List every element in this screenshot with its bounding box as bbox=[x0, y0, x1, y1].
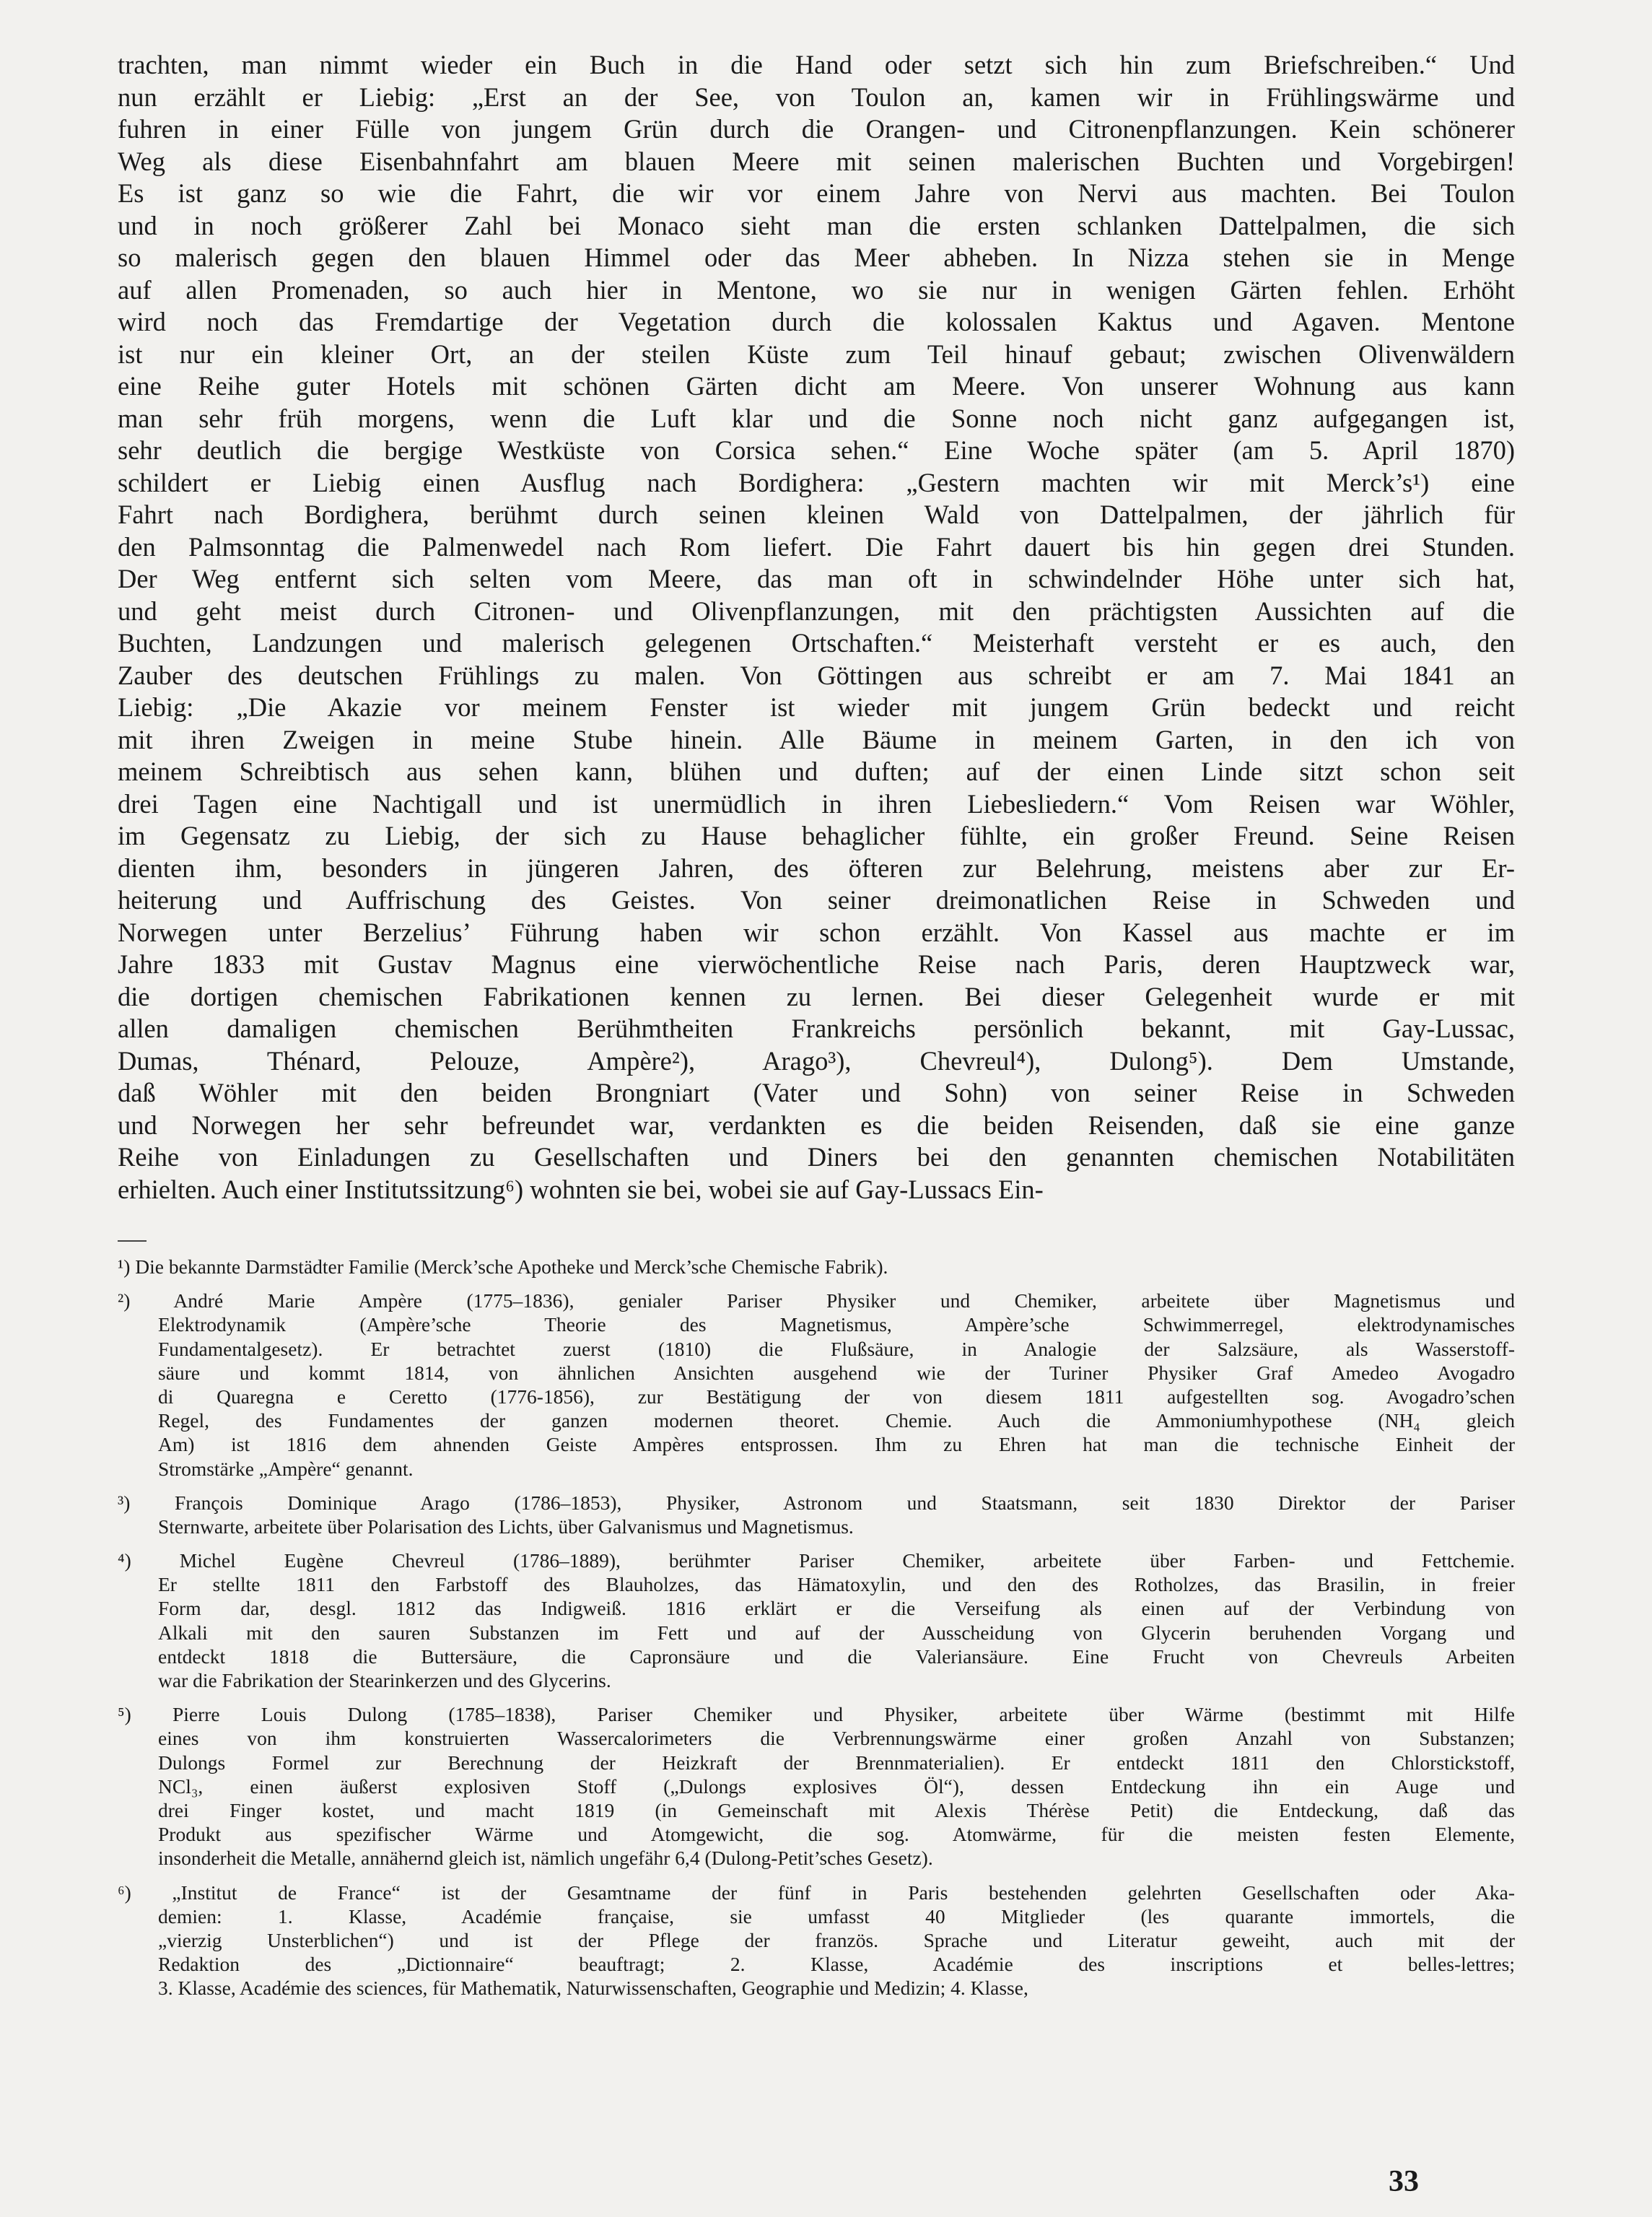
footnote-4 bbox=[118, 1549, 1515, 1692]
text-line: und geht meist durch Citronen- und Olivenpflanzungen, mit den prächtigsten Aussichten auf die bbox=[118, 596, 1515, 626]
text-line: erhielten. Auch einer Institutssitzung⁶) wohnten sie bei, wobei sie auf Gay-Lussacs Ein- bbox=[118, 1174, 1044, 1204]
footnote-6 bbox=[118, 1881, 1515, 2000]
text-line: Dumas, Thénard, Pelouze, Ampère²), Arago³), Chevreul⁴), Dulong⁵). Dem Umstande, bbox=[118, 1045, 1515, 1076]
footnote-line: Am) ist 1816 dem ahnenden Geiste Ampères entsprossen. Ihm zu Ehren hat man die technische Einheit der bbox=[158, 1433, 1515, 1456]
main-text-block bbox=[118, 49, 1515, 1206]
text-line: Buchten, Landzungen und malerisch gelegenen Ortschaften.“ Meisterhaft versteht er es auch, den bbox=[118, 628, 1515, 658]
footnote-line: säure und kommt 1814, von ähnlichen Ansichten ausgehend wie der Turiner Physiker Graf Amedeo Avogadro bbox=[158, 1361, 1515, 1384]
text-line: Norwegen unter Berzelius’ Führung haben wir schon erzählt. Von Kassel aus machte er im bbox=[118, 917, 1515, 947]
text-line: Jahre 1833 mit Gustav Magnus eine vierwöchentliche Reise nach Paris, deren Hauptzweck war, bbox=[118, 949, 1515, 979]
text-line: nun erzählt er Liebig: „Erst an der See, von Toulon an, kamen wir in Frühlingswärme und bbox=[118, 82, 1515, 112]
footnote-line: Form dar, desgl. 1812 das Indigweiß. 1816 erklärt er die Verseifung als einen auf der Verbindung von bbox=[158, 1597, 1515, 1620]
text-line: und in noch größerer Zahl bei Monaco sieht man die ersten schlanken Dattelpalmen, die sich bbox=[118, 210, 1515, 240]
footnote-3 bbox=[118, 1491, 1515, 1538]
footnote-line: „vierzig Unsterblichen“) und ist der Pflege der französ. Sprache und Literatur geweiht, auch mit der bbox=[158, 1928, 1515, 1951]
text-line: daß Wöhler mit den beiden Brongniart (Vater und Sohn) von seiner Reise in Schweden bbox=[118, 1078, 1515, 1107]
text-line: Fahrt nach Bordighera, berühmt durch seinen kleinen Wald von Dattelpalmen, der jährlich für bbox=[118, 500, 1515, 529]
text-line: schildert er Liebig einen Ausflug nach Bordighera: „Gestern machten wir mit Merck’s¹) eine bbox=[118, 467, 1515, 497]
footnote-line: NCl₃, einen äußerst explosiven Stoff („Dulongs explosives Öl“), dessen Entdeckung ihn ein Auge und bbox=[158, 1774, 1515, 1798]
page-number: 33 bbox=[1389, 2165, 1419, 2198]
text-line: Der Weg entfernt sich selten vom Meere, das man oft in schwindelnder Höhe unter sich hat, bbox=[118, 564, 1515, 593]
text-line: den Palmsonntag die Palmenwedel nach Rom liefert. Die Fahrt dauert bis hin gegen drei Stunden. bbox=[118, 531, 1515, 562]
footnote-line: Regel, des Fundamentes der ganzen modernen theoret. Chemie. Auch die Ammoniumhypothese (NH₄ gleich bbox=[158, 1409, 1515, 1432]
footnote-line: entdeckt 1818 die Buttersäure, die Capronsäure und die Valeriansäure. Eine Frucht von Chevreuls Arbeiten bbox=[158, 1645, 1515, 1668]
text-line: die dortigen chemischen Fabrikationen kennen zu lernen. Bei dieser Gelegenheit wurde er mit bbox=[118, 981, 1515, 1011]
footnote-line: ²) André Marie Ampère (1775–1836), genialer Pariser Physiker und Chemiker, arbeitete über Magnetismus und bbox=[118, 1289, 1515, 1312]
text-line: allen damaligen chemischen Berühmtheiten Frankreichs persönlich bekannt, mit Gay-Lussac, bbox=[118, 1014, 1515, 1043]
text-line: fuhren in einer Fülle von jungem Grün durch die Orangen- und Citronenpflanzungen. Kein schönerer bbox=[118, 114, 1515, 144]
footnote-1 bbox=[118, 1255, 1515, 1279]
footnote-line: ¹) Die bekannte Darmstädter Familie (Merck’sche Apotheke und Merck’sche Chemische Fabrik). bbox=[118, 1255, 888, 1278]
footnote-line: Fundamentalgesetz). Er betrachtet zuerst (1810) die Flußsäure, in Analogie der Salzsäure, als Wasserstoff- bbox=[158, 1337, 1515, 1360]
footnote-line: 3. Klasse, Académie des sciences, für Mathematik, Naturwissenschaften, Geographie und Medizin; 4. Klasse, bbox=[158, 1977, 1028, 2000]
footnote-line: Dulongs Formel zur Berechnung der Heizkraft der Brennmaterialien). Er entdeckt 1811 den Chlorstickstoff, bbox=[158, 1751, 1515, 1774]
footnote-line: demien: 1. Klasse, Académie française, sie umfasst 40 Mitglieder (les quarante immortels, die bbox=[158, 1904, 1515, 1928]
text-line: trachten, man nimmt wieder ein Buch in die Hand oder setzt sich hin zum Briefschreiben.“ Und bbox=[118, 50, 1515, 79]
text-line: meinem Schreibtisch aus sehen kann, blühen und duften; auf der einen Linde sitzt schon seit bbox=[118, 757, 1515, 786]
text-line: wird noch das Fremdartige der Vegetation durch die kolossalen Kaktus und Agaven. Mentone bbox=[118, 307, 1515, 336]
text-line: ist nur ein kleiner Ort, an der steilen Küste zum Teil hinauf gebaut; zwischen Olivenwäldern bbox=[118, 339, 1515, 369]
footnote-line: ⁶) „Institut de France“ ist der Gesamtname der fünf in Paris bestehenden gelehrten Gesellschaften oder Aka- bbox=[118, 1881, 1515, 1904]
footnote-line: Redaktion des „Dictionnaire“ beauftragt; 2. Klasse, Académie des inscriptions et belles-lettres; bbox=[158, 1953, 1515, 1976]
footnote-line: drei Finger kostet, und macht 1819 (in Gemeinschaft mit Alexis Thérèse Petit) die Entdeckung, daß das bbox=[158, 1798, 1515, 1821]
text-line: auf allen Promenaden, so auch hier in Mentone, wo sie nur in wenigen Gärten fehlen. Erhöht bbox=[118, 274, 1515, 305]
text-line: und Norwegen her sehr befreundet war, verdankten es die beiden Reisenden, daß sie eine ganze bbox=[118, 1110, 1515, 1140]
footnote-line: Elektrodynamik (Ampère’sche Theorie des Magnetismus, Ampère’sche Schwimmerregel, elektrodynamisches bbox=[158, 1313, 1515, 1336]
footnotes-block bbox=[118, 1255, 1515, 2010]
footnote-line: war die Fabrikation der Stearinkerzen und des Glycerins. bbox=[158, 1669, 611, 1691]
footnote-line: eines von ihm konstruierten Wassercalorimeters die Verbrennungswärme einer großen Anzahl von Substanzen; bbox=[158, 1727, 1515, 1750]
text-line: Es ist ganz so wie die Fahrt, die wir vor einem Jahre von Nervi aus machten. Bei Toulon bbox=[118, 178, 1515, 208]
text-line: Reihe von Einladungen zu Gesellschaften und Diners bei den genannten chemischen Notabilitäten bbox=[118, 1142, 1515, 1172]
text-line: im Gegensatz zu Liebig, der sich zu Hause behaglicher fühlte, ein großer Freund. Seine Reisen bbox=[118, 821, 1515, 850]
text-line: heiterung und Auffrischung des Geistes. Von seiner dreimonatlichen Reise in Schweden und bbox=[118, 885, 1515, 915]
footnote-line: ⁵) Pierre Louis Dulong (1785–1838), Pariser Chemiker und Physiker, arbeitete über Wärme (bestimmt mit Hilfe bbox=[118, 1703, 1515, 1726]
text-line: man sehr früh morgens, wenn die Luft klar und die Sonne noch nicht ganz aufgegangen ist, bbox=[118, 403, 1515, 433]
footnote-line: Produkt aus spezifischer Wärme und Atomgewicht, die sog. Atomwärme, für die meisten festen Elemente, bbox=[158, 1823, 1515, 1846]
footnote-line: insonderheit die Metalle, annähernd gleich ist, nämlich ungefähr 6,4 (Dulong-Petit’sches Gesetz). bbox=[158, 1847, 933, 1870]
footnote-line: Er stellte 1811 den Farbstoff des Blauholzes, das Hämatoxylin, und den des Rotholzes, das Brasilin, in freier bbox=[158, 1573, 1515, 1596]
footnote-line: Stromstärke „Ampère“ genannt. bbox=[158, 1457, 414, 1480]
text-line: Zauber des deutschen Frühlings zu malen. Von Göttingen aus schreibt er am 7. Mai 1841 an bbox=[118, 660, 1515, 690]
footnote-line: Sternwarte, arbeitete über Polarisation des Lichts, über Galvanismus und Magnetismus. bbox=[158, 1515, 854, 1538]
footnote-line: ⁴) Michel Eugène Chevreul (1786–1889), berühmter Pariser Chemiker, arbeitete über Farben- und Fettchemie. bbox=[118, 1549, 1515, 1572]
footnote-2 bbox=[118, 1289, 1515, 1481]
text-line: Weg als diese Eisenbahnfahrt am blauen Meere mit seinen malerischen Buchten und Vorgebirgen! bbox=[118, 146, 1515, 176]
text-line: dienten ihm, besonders in jüngeren Jahren, des öfteren zur Belehrung, meistens aber zur Er- bbox=[118, 853, 1515, 883]
footnote-line: ³) François Dominique Arago (1786–1853), Physiker, Astronom und Staatsmann, seit 1830 Direktor der Pariser bbox=[118, 1491, 1515, 1514]
text-line: eine Reihe guter Hotels mit schönen Gärten dicht am Meere. Von unserer Wohnung aus kann bbox=[118, 371, 1515, 401]
footnote-line: Alkali mit den sauren Substanzen im Fett und auf der Ausscheidung von Glycerin beruhenden Vorgang und bbox=[158, 1621, 1515, 1644]
footnote-5 bbox=[118, 1702, 1515, 1870]
footnote-separator bbox=[118, 1240, 147, 1242]
text-line: drei Tagen eine Nachtigall und ist unermüdlich in ihren Liebesliedern.“ Vom Reisen war Wöhler, bbox=[118, 788, 1515, 819]
text-line: so malerisch gegen den blauen Himmel oder das Meer abheben. In Nizza stehen sie in Menge bbox=[118, 243, 1515, 272]
text-line: mit ihren Zweigen in meine Stube hinein. Alle Bäume in meinem Garten, in den ich von bbox=[118, 724, 1515, 754]
text-line: sehr deutlich die bergige Westküste von Corsica sehen.“ Eine Woche später (am 5. April 1870) bbox=[118, 435, 1515, 465]
footnote-line: di Quaregna e Ceretto (1776-1856), zur Bestätigung der von diesem 1811 aufgestellten sog. Avogadro’schen bbox=[158, 1385, 1515, 1408]
text-line: Liebig: „Die Akazie vor meinem Fenster ist wieder mit jungem Grün bedeckt und reicht bbox=[118, 692, 1515, 722]
